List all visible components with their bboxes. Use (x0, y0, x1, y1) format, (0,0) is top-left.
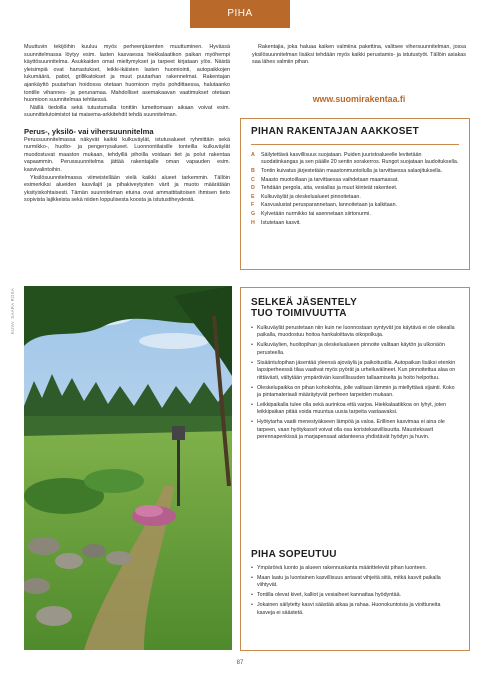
paragraph: Perussuunnitelmassa näkyvät kaikki kulkuväylät, istutusalueet ryhmittäin sekä nurmikko-, huolto- ja pengerrysalueet. Luonnontilaisille tonteilla kulkuväylät muodostuvat maaston mukaan, tehdyillä pihoilla voidaan tiet ja polut rakentaa vapaammin. Perussuunnitelma jättää rakentajalle oman vapauden esim. kasvivalintoihin. (24, 136, 230, 173)
list-item (251, 202, 459, 209)
article-column-left (24, 44, 230, 205)
list-text: Maasto muotoillaan ja tarvittaessa vaihdetaan maamassat. (261, 176, 399, 183)
box-subtitle: PIHA SOPEUTUU (251, 549, 337, 560)
list-item (251, 185, 459, 192)
photo-credit: KUVA: SAARA ROSA (10, 288, 15, 335)
list-item (251, 194, 459, 201)
section-title: PIHA (227, 8, 253, 19)
page-number: 87 (236, 660, 244, 666)
list-item (251, 220, 459, 227)
aakkoset-box (240, 118, 470, 270)
box-title-line: SELKEÄ JÄSENTELY (251, 297, 358, 308)
subheading: Perus-, yksilö- vai vihersuunnitelma (24, 126, 154, 136)
list-item: • Kulkuväylät perustetaan niin kuin ne luonnostaan syntyvät jos käytävä ei ole oikealla paikalla, muodostuu hoitoa hankaloittavia oikopolkuja. (251, 325, 459, 340)
list-letter: F (251, 202, 255, 209)
aakkoset-list (251, 152, 459, 228)
list-item: • Oleskelupaikka on pihan kohokohta, jolle valitaan lämmin ja miellyttävä sijainti. Koko ja pintamateriaali määräytyvät perheen tarpeiden mukaan. (251, 385, 459, 400)
list-item (251, 168, 459, 175)
list-item: • Hyötytarha vaatii menestyäkseen lämpöä ja valoa. Erillinen kasvimaa ei aina ole tarpeen, vaan hyötykasvit voivat olla osa koristekasvillisuutta. Mausteksavit perennapenkissä ja marjapensaat aidanteena yhdistävät hyödyn ja huvin. (251, 419, 459, 441)
section-header-tab (190, 0, 290, 28)
website-link[interactable]: www.suomirakentaa.fi (312, 94, 406, 104)
garden-photo (24, 286, 232, 650)
list-item: • Sisääntulopihan jäsentää yleensä ajoväylä ja paikoitustila. Autopaikan lisäksi etenkin lapsiperheessä tilaa vaativat myös pyörät ja urheiluvälineet. Kun pinnoitettua alaa on riittävästi, vältytään ympäröivän kasvillisuuden tallaamiselta ja hoito helpottuu. (251, 360, 459, 382)
list-text: Kylvetään nurmikko tai asennetaan siirtonurmi. (261, 210, 371, 217)
list-text: Säilytettävä kasvillisuus suojataan. Puiden juuristoalueelle levitetään suodatinkangas ja sen päälle 20 sentin sorakerros. Rungot suojataan laudoituksella. (261, 152, 459, 166)
list-text: Istutetaan kasvit. (261, 219, 301, 226)
list-item: • Jokainen säilytetty kasvi säästää aikaa ja rahaa. Huonokuntoisia ja vioittuneita kasveja ei säästetä. (251, 602, 459, 617)
list-item: • Leikkipaikalla tulee olla sekä aurinkoa että varjoa. Hiekkalaatikkoa on lyhyt, joten leikkipaikan pitää voida muuntua uusia tarpeita vastaavaksi. (251, 402, 459, 417)
list-text: Tontin kuivatus järjestetään maastonmuotoilulla ja tarvittaessa salaojituksella. (261, 168, 443, 174)
list-text: Kulkuväylät ja oleskelualueet pinnoitetaan. (261, 193, 361, 200)
list-item (251, 152, 459, 167)
list-letter: E (251, 193, 255, 200)
list-item: • Ympäröivä luonto ja alueen rakennuskanta määrittelevät pihan luonteen. (251, 565, 459, 572)
list-letter: B (251, 168, 255, 174)
list-letter: H (251, 219, 255, 226)
paragraph: Muuttuvin tekijöihin kuuluu myös perheenjäsenten muuttuminen. Hyvässä suunnitelmassa löytyy esim. lasten kasvaessa hiekkalaatikon paikan myöhempi käyttösuunnitelma. Asukkaiden omat mieltymykset ja tarpeet kirjataan ylös. Näistä yleisimpiä ovat harrastukset, leikki-ikäisten lasten huomiointi, autopaikkojen lukumäärä, patiot, grillikatokset ja muut puutarhan rakennelmat. Rakentajan ajankäyttö puutarhan hoidossa otetaan huomioon myös pohdittaessa, halutaanko tontille vihannes- ja perunamaa. Mahdolliset asemakaavan vaatimukset otetaan huomioon suunnitelmaa tehtäessä. (24, 44, 230, 104)
list-item: • Tontilla olevat kivet, kalliot ja vesiaiheet kannattaa hyödyntää. (251, 592, 459, 599)
garden-photo-illustration (24, 286, 232, 650)
paragraph: Näillä tiedoilla sekä tutustumalla tonttiin lumettomaan aikaan voivat esim. suunnittelutoimistot tai maisema-arkkitehdit tehdä suunnitelman. (24, 104, 230, 119)
list-letter: A (251, 152, 255, 158)
paragraph: Rakentajia, joka haluaa kaiken valmiina pakettina, valitsee vihersuunnitelman, jossa yksilösuunnitelman lisäksi tehdään myös kaikki perustamis- ja istutustyöt. Tällöin asiakas saa lähes valmiin pihan. (252, 44, 466, 66)
paragraph: Yksilösuunnitelmassa viimeistellään vielä kaikki alueet tarkemmin. Tällöin esimerkiksi alueiden kasvilajit ja pihakiveytysten värit ja muoto määrätään yksityiskohtaisesti. Tämän suunnitelman etuina ovat ammattitaitoisen ihmisen tieto sopivista lajikkeista sekä niiden loppulisesta koosta ja istutustiheydestä. (24, 174, 230, 204)
list-item (251, 211, 459, 218)
list-letter: C (251, 176, 255, 183)
list-text: Tehdään pergola, aita, vesiallas ja muut kiinteät rakenteet. (261, 185, 398, 192)
box-title: PIHAN RAKENTAJAN AAKKOSET (251, 126, 420, 137)
list-item: • Maan laatu ja luontainen kasvillisuus antavat vihjeitä siitä, mitkä kasvit paikalla viihtyvät. (251, 575, 459, 590)
list-letter: G (251, 210, 256, 217)
list-item (251, 177, 459, 184)
sopeutuu-list (251, 565, 459, 620)
list-text: Kasvualustat perusparannetaan, lannoitetaan ja kalkitaan. (261, 202, 398, 209)
jasentely-box (240, 287, 470, 651)
article-column-right (252, 44, 466, 67)
jasentely-list (251, 325, 459, 444)
list-letter: D (251, 185, 255, 192)
divider (251, 144, 459, 145)
list-item: • Kulkuväylien, huoltopihan ja oleskelualueen pinnoite valitaan käytön ja ulkonäön perusteella. (251, 342, 459, 357)
box-title (251, 297, 357, 319)
box-title-line: TUO TOIMIVUUTTA (251, 308, 347, 319)
